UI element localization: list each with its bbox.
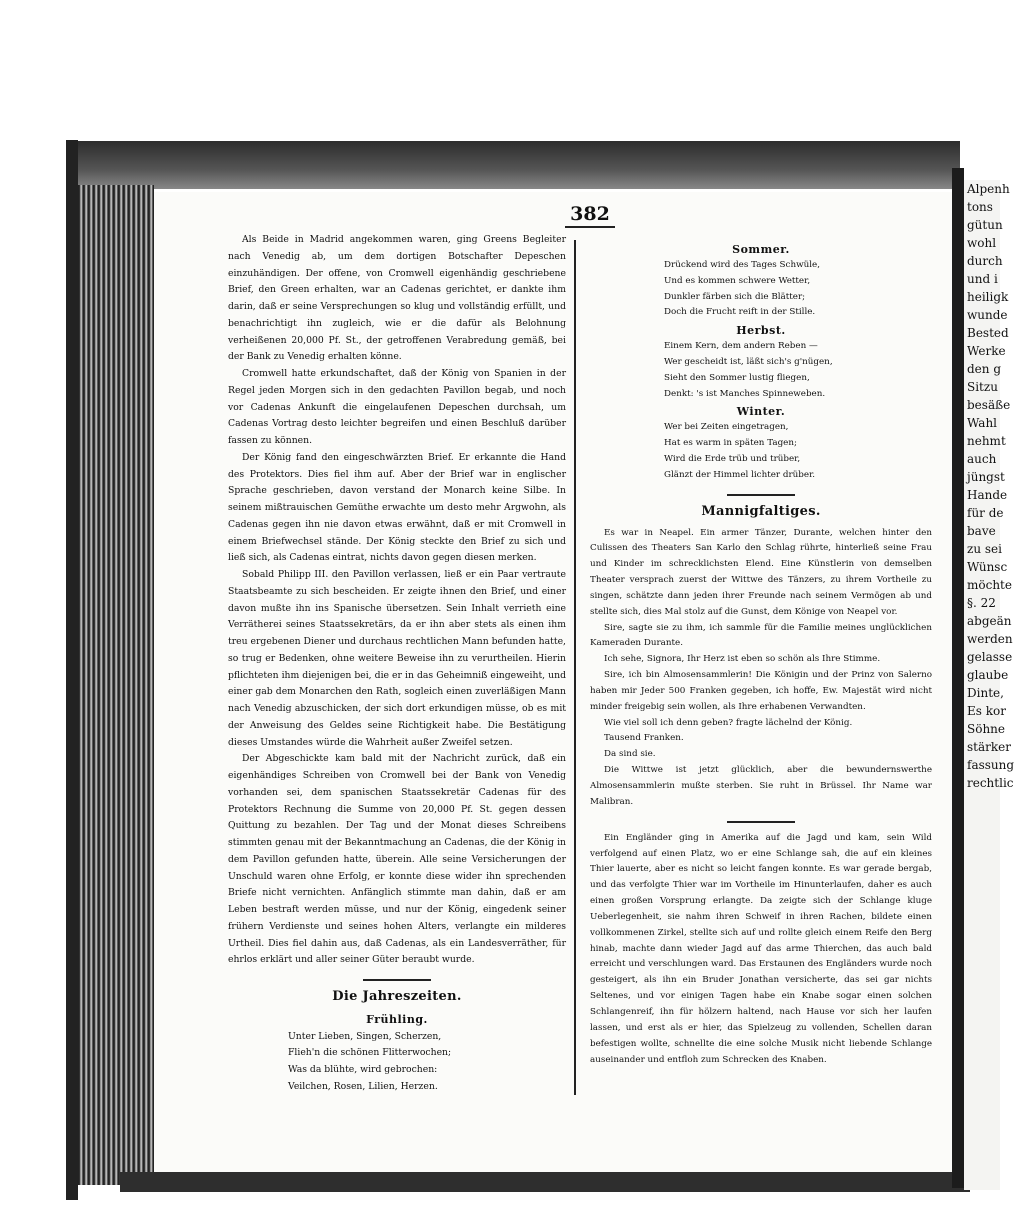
poem-line: Wird die Erde trüb und trüber,: [664, 453, 801, 464]
poem-line: Hat es warm in späten Tagen;: [664, 438, 797, 449]
book-gutter: [952, 168, 964, 1188]
section-rule: [363, 979, 431, 981]
facing-page-fragment: nehmt: [967, 434, 1006, 448]
spring-stanza: [228, 1029, 566, 1096]
facing-page-fragment: werden: [967, 632, 1013, 646]
autumn-stanza: [590, 339, 932, 402]
paragraph: Wie viel soll ich denn geben? fragte lächelnd der König.: [604, 717, 853, 728]
facing-page-fragment: jüngst: [967, 470, 1005, 484]
paragraph: Der Abgeschickte kam bald mit der Nachricht zurück, daß ein eigenhändiges Schreiben von Cromwell bei der Bank von Venedig vorhanden sei, dem spanischen Staatssekretär Cadenas für des Protektors Rechnung die Summe von 20,000 Pf. St. gegen dessen Quittung zu bezahlen. Der Tag und der Monat dieses Schreibens stimmten genau mit der Bekanntmachung an Cadenas, die der König in dem Pavillon gefunden hatte, überein. Alle seine Versicherungen der Unschuld waren ohne Erfolg, er konnte diese wider ihn sprechenden Briefe nicht vernichten. Anfänglich stimmte man dahin, daß er am Leben bestraft werden müsse, und nur der König, eingedenk seiner frühern Verdienste und seines hohen Alters, verlangte ein milderes Urtheil. Dies fiel dahin aus, daß Cadenas, als ein Landesverräther, für ehrlos erklärt und aller seiner Güter beraubt wurde.: [228, 753, 566, 966]
facing-page-fragment: wunde: [967, 308, 1008, 322]
scan-shadow-top: [78, 141, 960, 189]
poem-line: Dunkler färben sich die Blätter;: [664, 291, 806, 302]
poem-line: Sieht den Sommer lustig fliegen,: [664, 372, 810, 383]
summer-stanza: [590, 258, 932, 321]
facing-page-fragment: fassung: [967, 758, 1014, 772]
left-column: [228, 232, 566, 1096]
paragraph: Da sind sie.: [604, 749, 656, 760]
facing-page-fragment: abgeän: [967, 614, 1012, 628]
spring-title: Frühling.: [366, 1012, 428, 1026]
facing-page-fragment: gelasse: [967, 650, 1013, 664]
facing-page-fragment: Werke: [967, 344, 1006, 358]
facing-page-fragment: tons: [967, 200, 993, 214]
facing-page-fragment: rechtlic: [967, 776, 1014, 790]
paragraph: Ein Engländer ging in Amerika auf die Jagd und kam, sein Wild verfolgend auf einen Platz, wo er eine Schlange sah, die auf ein kleines Thier lauerte, aber es nicht so leicht fangen konnte. Es war gerade bergab, und das verfolgte Thier war im Vortheile im Hinunterlaufen, daher es auch einen großen Vorsprung erlangte. Da zeigte sich der Schlange kluge Ueberlegenheit, sie nahm ihren Schweif in ihren Rachen, bildete einen vollkommenen Zirkel, stellte sich auf und rollte gleich einem Reife den Berg hinab, machte dann wieder Jagd auf das arme Thierchen, das auch bald erreicht und verschlungen ward. Das Erstaunen des Engländers wurde noch gesteigert, als ihn ein Bruder Jonathan versicherte, das sei gar nichts Seltenes, und vor einigen Tagen habe ein Knabe sogar einen solchen Schlangenreif, ihn für hölzern haltend, nach Hause vor sich her laufen lassen, und erst als er hier, das Spielzeug zu vollenden, Schellen daran befestigen wollte, schnellte die eine solche Musik nicht liebende Schlange auseinander und entfloh zum Schrecken des Knaben.: [590, 832, 932, 1065]
poem-line: Veilchen, Rosen, Lilien, Herzen.: [288, 1080, 438, 1092]
paragraph: Tausend Franken.: [604, 733, 684, 744]
poem-line: Wer gescheidt ist, läßt sich's g'nügen,: [664, 356, 833, 367]
poem-line: Wer bei Zeiten eingetragen,: [664, 422, 789, 433]
facing-page-fragment: Wahl: [967, 416, 998, 430]
facing-page-fragment: Dinte,: [967, 686, 1004, 700]
poem-line: Doch die Frucht reift in der Stille.: [664, 307, 816, 318]
facing-page-fragment: Alpenh: [967, 182, 1010, 196]
poem-line: Was da blühte, wird gebrochen:: [288, 1064, 438, 1075]
poem-line: Denkt: 's ist Manches Spinneweben.: [664, 388, 826, 399]
paragraph: Ich sehe, Signora, Ihr Herz ist eben so schön als Ihre Stimme.: [604, 654, 881, 665]
poem-line: Glänzt der Himmel lichter drüber.: [664, 469, 816, 480]
facing-page-fragment: wohl: [967, 236, 997, 250]
column-divider: [574, 240, 576, 1095]
paragraph: Die Wittwe ist jetzt glücklich, aber die bewundernswerthe Almosensammlerin mußte sterben. Sie ruht in Brüssel. Ihr Name war Malibran.: [590, 765, 932, 807]
facing-page-fragment: zu sei: [967, 542, 1002, 556]
paragraph: Sire, ich bin Almosensammlerin! Die Königin und der Prinz von Salerno haben mir Jeder 500 Franken gegeben, ich hoffe, Ew. Majestät wird nicht minder freigebig sein wollen, als Ihre erhabenen Verwandten.: [590, 670, 932, 712]
facing-page-fragment: den g: [967, 362, 1002, 376]
poem-line: Unter Lieben, Singen, Scherzen,: [288, 1030, 442, 1042]
facing-page-fragment: gütun: [967, 218, 1003, 232]
winter-title: Winter.: [736, 405, 786, 419]
facing-page-fragment: möchte: [967, 578, 1012, 592]
autumn-title: Herbst.: [736, 324, 786, 338]
poem-line: Flieh'n die schönen Flitterwochen;: [288, 1047, 452, 1059]
facing-page: [964, 180, 1014, 1190]
summer-title: Sommer.: [732, 243, 790, 256]
right-column: [590, 240, 932, 1068]
facing-page-fragment: durch: [967, 254, 1003, 268]
book-spine-edge: [66, 140, 78, 1200]
facing-page-fragment: glaube: [967, 668, 1009, 682]
facing-page-fragment: Sitzu: [967, 380, 998, 394]
poem-title: Die Jahreszeiten.: [332, 989, 462, 1004]
facing-page-fragment: Hande: [967, 488, 1008, 502]
facing-page-fragment: und i: [967, 272, 998, 286]
paragraph: Als Beide in Madrid angekommen waren, ging Greens Begleiter nach Venedig ab, um dem dortigen Botschafter Depeschen einzuhändigen. Der offene, von Cromwell eigenhändig geschriebene Brief, den Green erhalten, war an Cadenas gerichtet, er dankte ihm darin, daß er seine Versprechungen so klug und vollständig erfüllt, und benachrichtigt ihn zugleich, wie er die dafür als Belohnung verheißenen 20,000 Pf. St., der getroffenen Verabredung gemäß, bei der Bank zu Venedig erhalten könne.: [228, 234, 566, 363]
facing-page-fragment: heiligk: [967, 290, 1009, 304]
paragraph: Sobald Philipp III. den Pavillon verlassen, ließ er ein Paar vertraute Staatsbeamte zu sich bescheiden. Er zeigte ihnen den Brief, und einer davon mußte ihn ins Spanische übersetzen. Sein Inhalt verrieth eine Verrätherei seines Staatssekretärs, da er ihn aber stets als einen ihm treu ergebenen Diener und durchaus rechtlichen Mann befunden hatte, so trug er Bedenken, ohne weitere Beweise ihn zu verurtheilen. Hierin pflichteten ihm diejenigen bei, die er in das Geheimniß eingeweiht, und einer gab dem Monarchen den Rath, sogleich einen zuverläßigen Mann nach Venedig abzuschicken, der sich dort erkundigen müsse, ob es mit der Anweisung des Geldes seine Richtigkeit habe. Die Bestätigung dieses Umstandes würde die Wahrheit außer Zweifel setzen.: [228, 569, 566, 748]
winter-stanza: [590, 420, 932, 483]
facing-page-fragment: Wünsc: [967, 560, 1008, 574]
paragraph: Sire, sagte sie zu ihm, ich sammle für die Familie meines unglücklichen Kameraden Durante.: [590, 622, 932, 649]
scan-shadow-bottom: [120, 1172, 970, 1192]
page-stack-edge: [78, 185, 154, 1185]
poem-line: Und es kommen schwere Wetter,: [664, 275, 811, 286]
facing-page-fragment: besäße: [967, 398, 1011, 412]
paragraph: Der König fand den eingeschwärzten Brief. Er erkannte die Hand des Protektors. Dies fiel ihm auf. Aber der Brief war in englischer Sprache geschrieben, davon verstand der Monarch keine Silbe. In seinem mißtrauischen Gemüthe erwachte um desto mehr Argwohn, als Cadenas gegen ihn nie davon etwas erwähnt, daß er mit Cromwell in einem Briefwechsel stände. Der König steckte den Brief zu sich und ließ sich, als Cadenas eintrat, nichts davon gegen diesen merken.: [228, 451, 566, 564]
facing-page-fragment: bave: [967, 524, 996, 538]
misc-title: Mannigfaltiges.: [701, 503, 821, 519]
facing-page-fragment: Söhne: [967, 722, 1006, 736]
poem-line: Drückend wird des Tages Schwüle,: [664, 259, 820, 270]
facing-page-fragment: §. 22: [967, 596, 996, 610]
facing-page-fragment: stärker: [967, 740, 1011, 754]
paragraph: Es war in Neapel. Ein armer Tänzer, Durante, welchen hinter den Culissen des Theaters San Karlo den Schlag rührte, hinterließ seine Frau und Kinder im schrecklichsten Elend. Eine Künstlerin von demselben Theater versprach zuerst der Wittwe des Tänzers, zu ihrem Vortheile zu singen, schätzte dann jeden ihrer Freunde nach seinem Vermögen ab und stellte sich, dies Mal stolz auf die Gunst, dem Könige von Neapel vor.: [590, 527, 932, 617]
paragraph: Cromwell hatte erkundschaftet, daß der König von Spanien in der Regel jeden Morgen sich in den gedachten Pavillon begab, und noch vor Cadenas Ankunft die eingelaufenen Depeschen durchsah, um Cadenas Vortrag desto leichter begreifen und einen Beschluß darüber fassen zu können.: [228, 368, 566, 446]
section-rule: [727, 821, 795, 823]
poem-line: Einem Kern, dem andern Reben —: [664, 341, 818, 352]
facing-page-fragment: auch: [967, 452, 997, 466]
page-number: 382: [565, 203, 615, 228]
facing-page-fragment: für de: [967, 506, 1004, 520]
section-rule: [727, 494, 795, 496]
facing-page-fragment: Es kor: [967, 704, 1006, 718]
facing-page-fragment: Bested: [967, 326, 1009, 340]
